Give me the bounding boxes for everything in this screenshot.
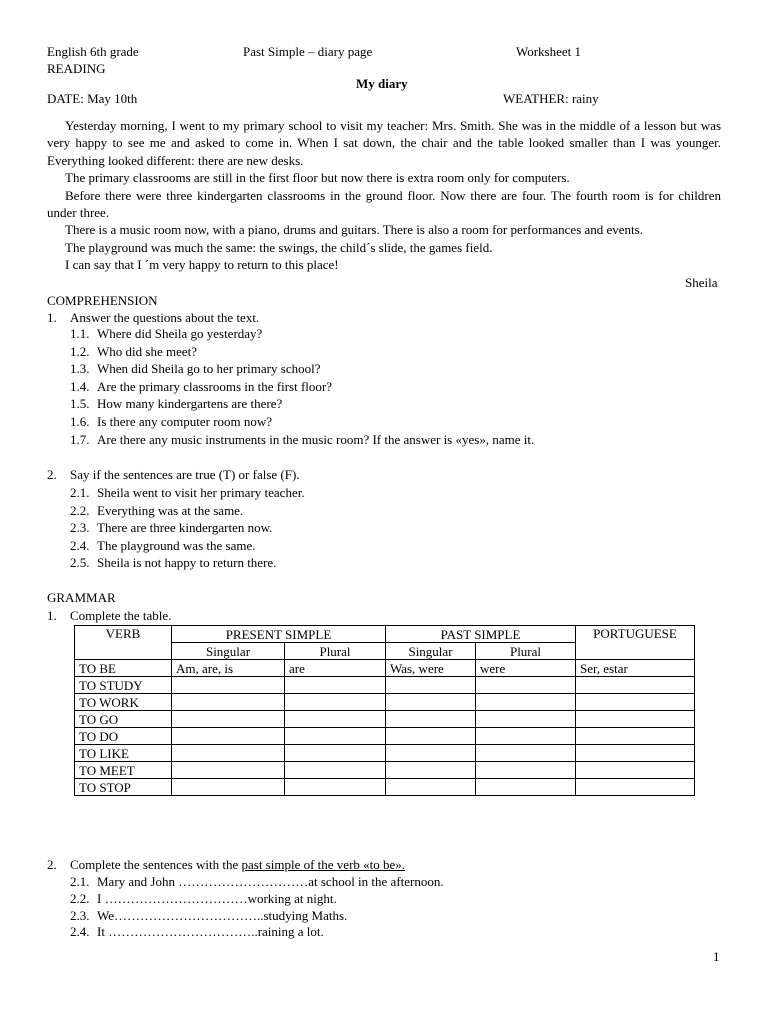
- reading-text: [47, 117, 721, 274]
- verb-cell: TO STOP: [75, 779, 172, 796]
- table-cell: [172, 728, 285, 745]
- item-number: 2.4.: [70, 537, 90, 553]
- table-cell: [576, 677, 695, 694]
- verb-table: [74, 625, 695, 796]
- header-present-simple: PRESENT SIMPLE: [172, 626, 386, 643]
- item-number: 2.1.: [70, 485, 90, 500]
- list-item: [70, 519, 272, 537]
- item-text: Sheila went to visit her primary teacher.: [97, 485, 305, 500]
- paragraph: The playground was much the same: the swings, the child´s slide, the games field.: [65, 239, 493, 255]
- item-number: 2.2.: [70, 890, 90, 906]
- table-cell: [386, 711, 476, 728]
- item-number: 1.4.: [70, 378, 90, 394]
- item-number: 2.3.: [70, 907, 90, 923]
- verb-cell: TO STUDY: [75, 677, 172, 694]
- list-item: [70, 431, 534, 449]
- item-text: The playground was the same.: [97, 537, 256, 553]
- table-cell: [172, 762, 285, 779]
- date-label: DATE: May 10th: [47, 91, 138, 106]
- table-cell: [476, 677, 576, 694]
- table-cell: [476, 762, 576, 779]
- table-cell: [386, 762, 476, 779]
- page-title: My diary: [356, 76, 408, 91]
- table-cell: [386, 728, 476, 745]
- header-portuguese: PORTUGUESE: [576, 626, 695, 660]
- question-number: 1.: [47, 608, 57, 623]
- paragraph: I can say that I ´m very happy to return to this place!: [65, 257, 339, 273]
- table-cell: [172, 694, 285, 711]
- table-cell: [285, 711, 386, 728]
- item-text: Are there any music instruments in the music room? If the answer is «yes», name it.: [97, 431, 535, 447]
- table-cell: [285, 745, 386, 762]
- section-reading: READING: [47, 61, 106, 76]
- table-cell: [386, 694, 476, 711]
- question-text: Say if the sentences are true (T) or false (F).: [70, 467, 300, 482]
- weather-label: WEATHER: rainy: [503, 91, 599, 106]
- item-number: 1.1.: [70, 326, 90, 341]
- item-number: 2.2.: [70, 502, 90, 518]
- table-header-row: [75, 626, 695, 643]
- table-cell: [576, 711, 695, 728]
- worksheet-label: Worksheet 1: [516, 44, 582, 59]
- table-cell: [172, 745, 285, 762]
- header-verb: VERB: [75, 626, 172, 660]
- table-cell: [285, 779, 386, 796]
- table-cell: Ser, estar: [576, 660, 695, 677]
- table-row: [75, 728, 695, 745]
- question-text: Complete the table.: [70, 608, 172, 623]
- paragraph: Yesterday morning, I went to my primary school to visit my teacher: Mrs. Smith. She was in the middle of a lesson but was very happy to see me and asked to come in. When I sat down, the chair and the table looked smaller than I was younger. Everything looked different: there are new desks.: [47, 118, 721, 168]
- paragraph: The primary classrooms are still in the first floor but now there is extra room only for computers.: [65, 170, 570, 186]
- instruction-underlined: past simple of the verb «to be».: [241, 857, 406, 872]
- subject-label: English 6th grade: [47, 44, 139, 59]
- list-item: [70, 537, 255, 555]
- item-number: 1.6.: [70, 414, 90, 429]
- table-row: [75, 660, 695, 677]
- question-text: [70, 857, 405, 873]
- list-item: [70, 413, 272, 431]
- table-row: [75, 762, 695, 779]
- table-cell: [285, 677, 386, 694]
- header-plural: Plural: [476, 643, 576, 660]
- item-number: 2.4.: [70, 924, 90, 940]
- list-item: [70, 873, 444, 891]
- item-number: 1.2.: [70, 343, 90, 359]
- signature: Sheila: [685, 275, 718, 290]
- table-row: [75, 694, 695, 711]
- table-row: [75, 745, 695, 762]
- item-number: 1.7.: [70, 431, 90, 447]
- verb-cell: TO DO: [75, 728, 172, 745]
- table-cell: [172, 779, 285, 796]
- table-cell: [576, 694, 695, 711]
- table-cell: [172, 677, 285, 694]
- list-item: [70, 360, 320, 378]
- paragraph: Before there were three kindergarten classrooms in the ground floor. Now there are four. The fourth room is for children under three.: [47, 187, 721, 221]
- question-text: Answer the questions about the text.: [70, 310, 260, 325]
- table-row: [75, 711, 695, 728]
- item-text: How many kindergartens are there?: [97, 396, 283, 412]
- item-text: Everything was at the same.: [97, 502, 244, 518]
- item-text: Is there any computer room now?: [97, 414, 273, 429]
- table-cell: Am, are, is: [172, 660, 285, 677]
- item-text: We……………………………..studying Maths.: [97, 907, 348, 923]
- table-cell: [285, 694, 386, 711]
- question-number: 1.: [47, 310, 57, 325]
- list-item: [70, 395, 282, 413]
- item-number: 1.5.: [70, 396, 90, 412]
- table-cell: [576, 745, 695, 762]
- question-number: 2.: [47, 857, 57, 872]
- list-item: [70, 325, 262, 343]
- list-item: [70, 890, 337, 908]
- list-item: [70, 554, 276, 572]
- table-cell: were: [476, 660, 576, 677]
- item-text: It ……………………………..raining a lot.: [97, 924, 324, 940]
- table-cell: are: [285, 660, 386, 677]
- table-cell: [476, 779, 576, 796]
- item-text: Mary and John …………………………at school in the afternoon.: [97, 874, 444, 889]
- table-cell: [576, 779, 695, 796]
- table-cell: [172, 711, 285, 728]
- table-cell: [386, 745, 476, 762]
- verb-cell: TO GO: [75, 711, 172, 728]
- list-item: [70, 378, 332, 396]
- header-singular: Singular: [172, 643, 285, 660]
- item-text: When did Sheila go to her primary school?: [97, 361, 321, 377]
- verb-cell: TO MEET: [75, 762, 172, 779]
- table-cell: [285, 762, 386, 779]
- item-number: 1.3.: [70, 361, 90, 377]
- header-past-simple: PAST SIMPLE: [386, 626, 576, 643]
- list-item: [70, 343, 197, 361]
- table-cell: [476, 711, 576, 728]
- verb-cell: TO LIKE: [75, 745, 172, 762]
- table-cell: Was, were: [386, 660, 476, 677]
- table-row: [75, 677, 695, 694]
- table-cell: [285, 728, 386, 745]
- table-cell: [576, 762, 695, 779]
- comprehension-heading: COMPREHENSION: [47, 293, 158, 308]
- page-number: 1: [713, 949, 720, 964]
- table-cell: [476, 745, 576, 762]
- table-cell: [386, 677, 476, 694]
- item-number: 2.5.: [70, 555, 90, 571]
- item-text: Who did she meet?: [97, 343, 197, 359]
- list-item: [70, 923, 324, 941]
- paragraph: There is a music room now, with a piano, drums and guitars. There is also a room for performances and events.: [65, 222, 643, 238]
- item-number: 2.1.: [70, 874, 90, 889]
- table-cell: [386, 779, 476, 796]
- list-item: [70, 907, 347, 925]
- list-item: [70, 484, 305, 502]
- table-cell: [476, 728, 576, 745]
- header-plural: Plural: [285, 643, 386, 660]
- table-cell: [476, 694, 576, 711]
- list-item: [70, 502, 243, 520]
- verb-cell: TO BE: [75, 660, 172, 677]
- item-text: Where did Sheila go yesterday?: [97, 326, 263, 341]
- item-text: Are the primary classrooms in the first floor?: [97, 378, 333, 394]
- item-text: Sheila is not happy to return there.: [97, 555, 277, 571]
- question-number: 2.: [47, 467, 57, 482]
- header-singular: Singular: [386, 643, 476, 660]
- item-text: There are three kindergarten now.: [97, 520, 273, 536]
- instruction-text: Complete the sentences with the: [70, 857, 242, 872]
- item-text: I ……………………………working at night.: [97, 890, 337, 906]
- topic-label: Past Simple – diary page: [243, 44, 373, 59]
- grammar-heading: GRAMMAR: [47, 590, 116, 605]
- verb-cell: TO WORK: [75, 694, 172, 711]
- item-number: 2.3.: [70, 520, 90, 536]
- table-cell: [576, 728, 695, 745]
- table-row: [75, 779, 695, 796]
